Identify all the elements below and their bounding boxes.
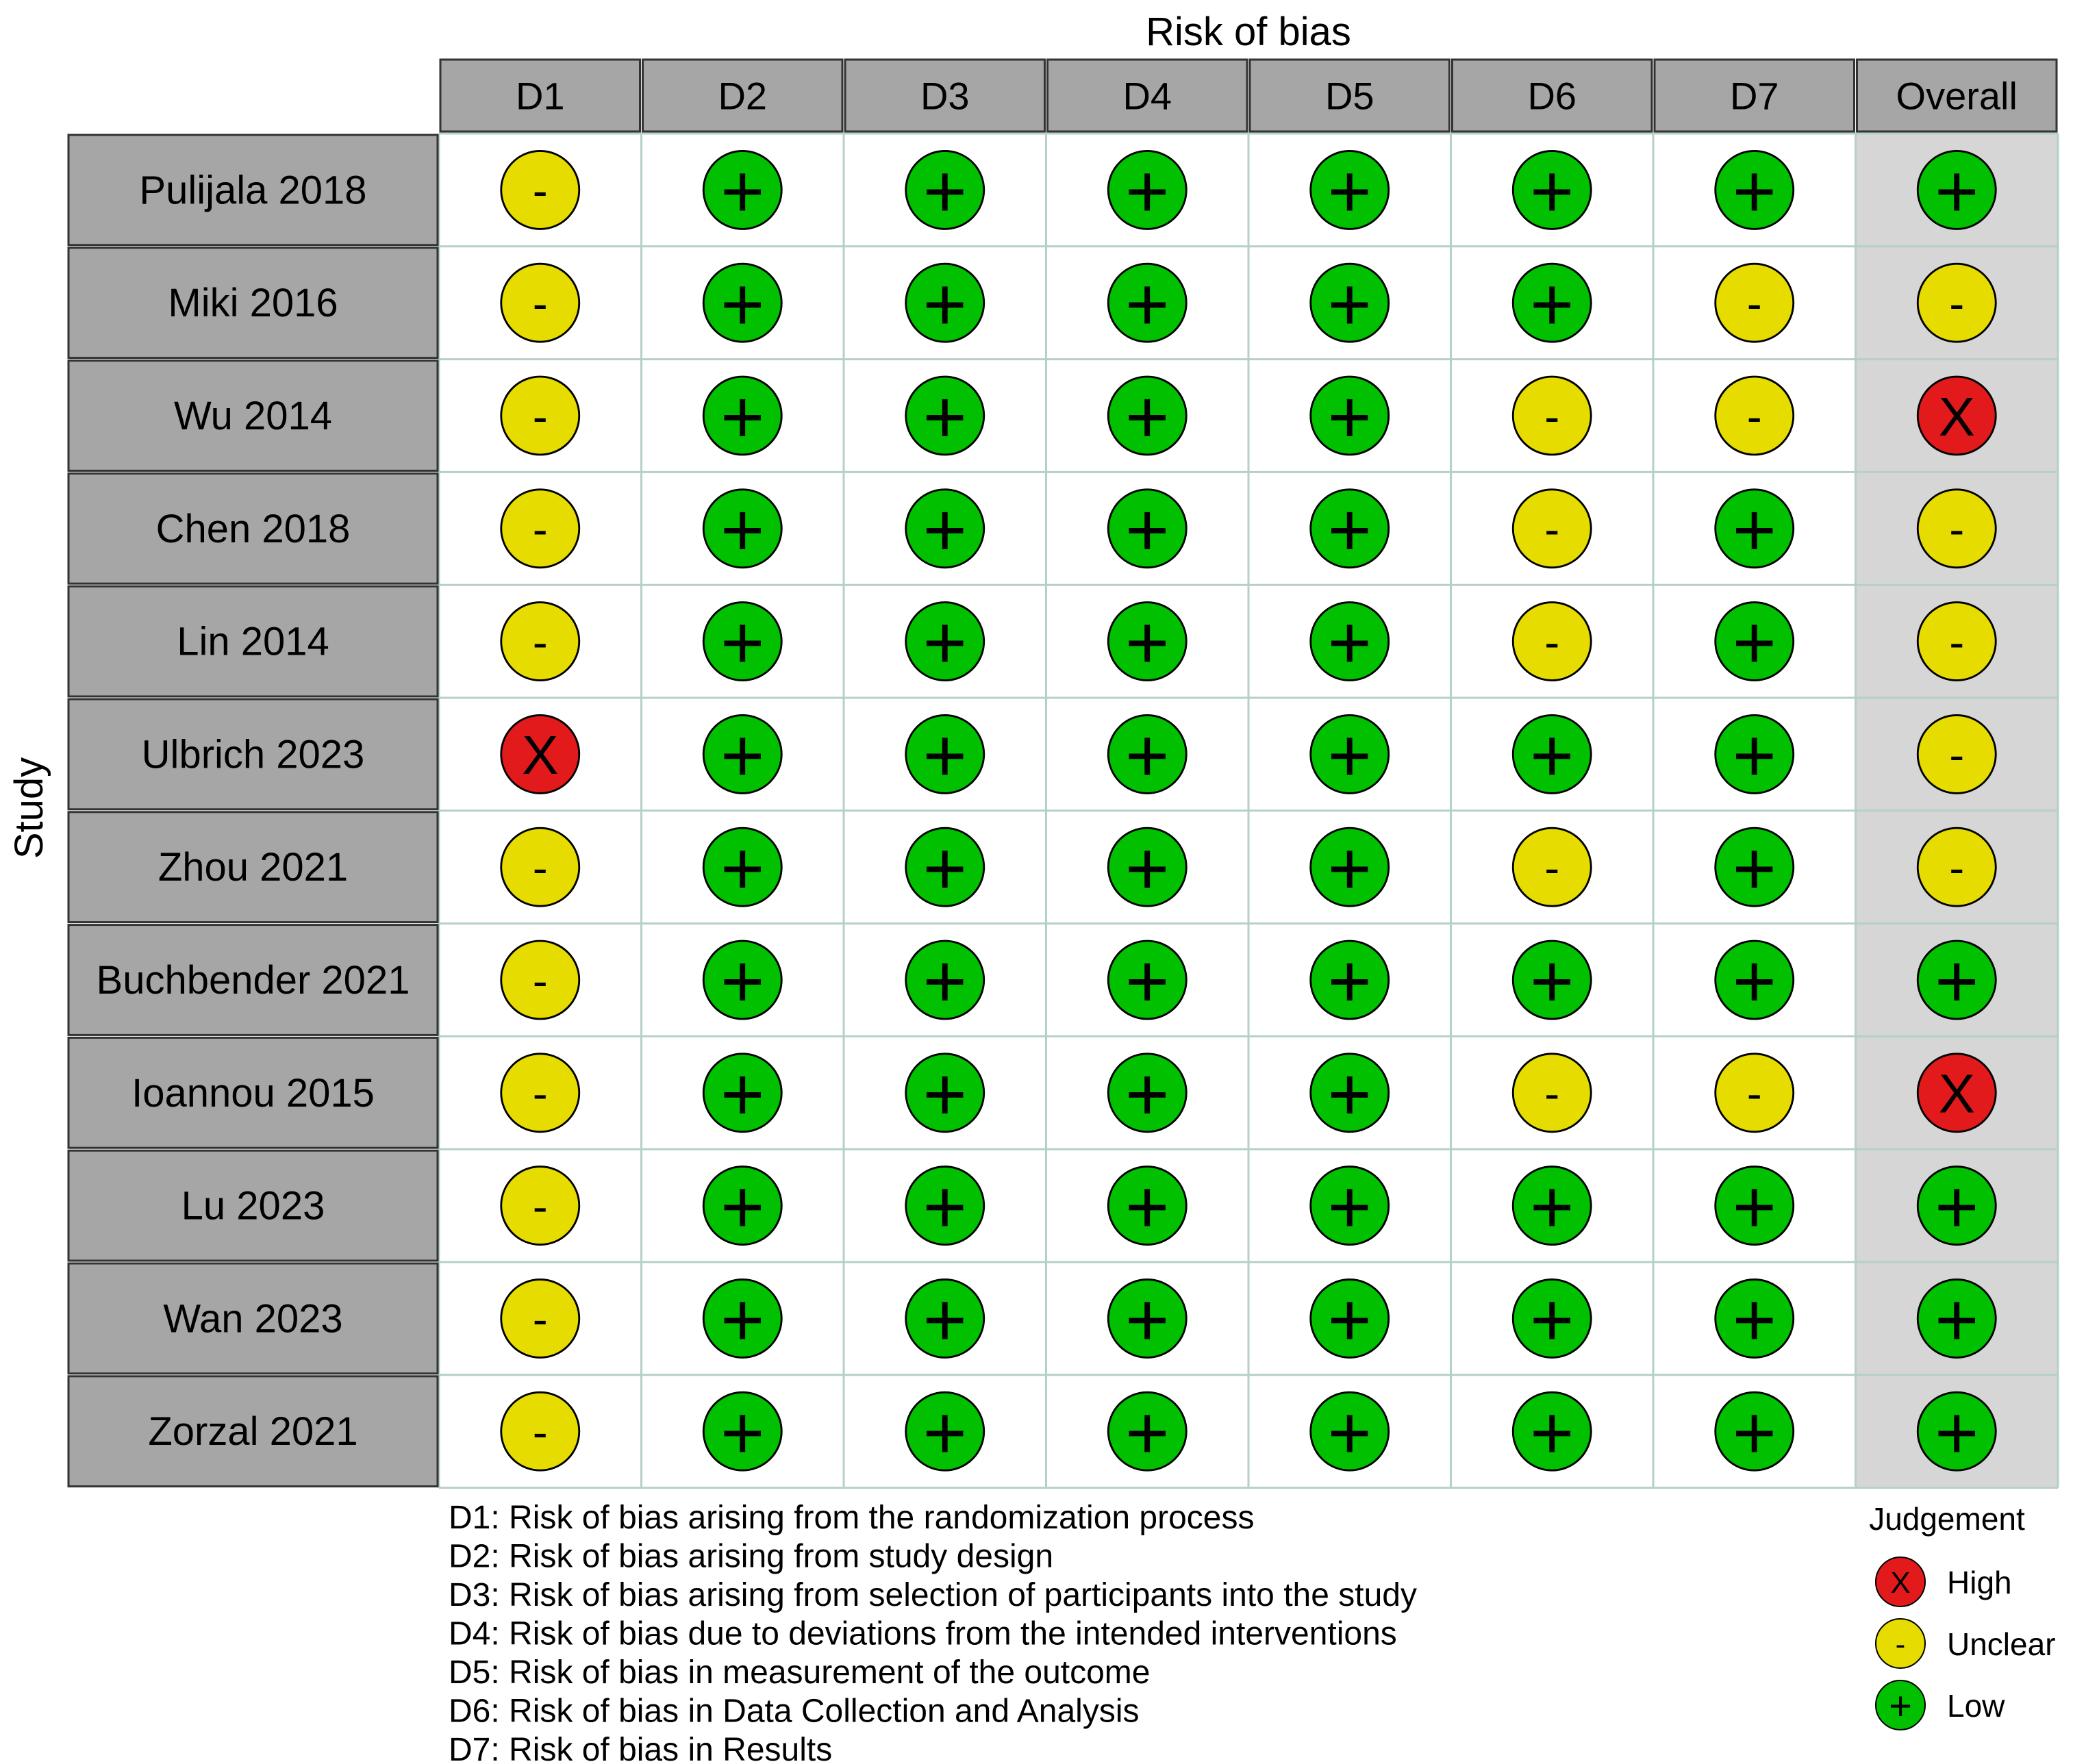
judgement-symbol: + <box>1327 714 1372 798</box>
judgement-symbol: + <box>922 826 967 911</box>
mark-unclear-d7 <box>1716 264 1794 342</box>
judgement-symbol: + <box>1327 149 1372 234</box>
study-label: Zorzal 2021 <box>148 1409 358 1454</box>
judgement-symbol: + <box>1935 1278 1979 1362</box>
judgement-symbol: + <box>720 1278 765 1362</box>
judgement-symbol: + <box>1732 1278 1776 1362</box>
study-label: Lu 2023 <box>181 1183 325 1228</box>
legend-marker-low <box>1876 1680 1925 1730</box>
judgement-symbol: X <box>1938 1063 1975 1124</box>
judgement-symbol: + <box>720 714 765 798</box>
column-header-d3: D3 <box>920 74 970 118</box>
mark-unclear-d1 <box>501 828 579 906</box>
column-header-d6: D6 <box>1527 74 1577 118</box>
judgement-symbol: - <box>532 842 548 893</box>
mark-unclear-d6 <box>1513 603 1591 681</box>
legend-label-high: High <box>1947 1565 2012 1600</box>
judgement-symbol: - <box>532 955 548 1006</box>
judgement-symbol: - <box>1746 277 1762 329</box>
judgement-symbol: - <box>532 1181 548 1232</box>
judgement-symbol: + <box>1327 1390 1372 1475</box>
judgement-symbol: + <box>1327 1278 1372 1362</box>
study-label: Lin 2014 <box>177 619 329 664</box>
judgement-symbol: + <box>922 714 967 798</box>
legend-marker-unclear <box>1876 1619 1925 1668</box>
judgement-symbol: + <box>1530 1390 1574 1475</box>
judgement-symbol: - <box>1895 1627 1906 1661</box>
judgement-symbol: + <box>1889 1683 1912 1728</box>
domain-description: D4: Risk of bias due to deviations from the intended interventions <box>449 1615 1397 1652</box>
judgement-symbol: + <box>922 1165 967 1250</box>
judgement-symbol: + <box>1935 1390 1979 1475</box>
mark-unclear-d1 <box>501 264 579 342</box>
judgement-symbol: + <box>1125 826 1170 911</box>
judgement-symbol: + <box>1732 939 1776 1024</box>
judgement-symbol: + <box>720 1052 765 1137</box>
mark-unclear-d7 <box>1716 377 1794 455</box>
y-axis-label: Study <box>7 757 51 859</box>
column-header-d1: D1 <box>515 74 565 118</box>
judgement-symbol: + <box>1327 1165 1372 1250</box>
judgement-symbol: + <box>720 488 765 572</box>
mark-high-overall <box>1918 1054 1996 1132</box>
judgement-symbol: + <box>1125 262 1170 346</box>
judgement-symbol: + <box>1732 488 1776 572</box>
mark-unclear-d1 <box>501 490 579 568</box>
mark-high-overall <box>1918 377 1996 455</box>
judgement-symbol: + <box>1125 1390 1170 1475</box>
mark-unclear-overall <box>1918 603 1996 681</box>
judgement-symbol: - <box>1949 503 1965 555</box>
study-label: Pulijala 2018 <box>139 168 367 213</box>
judgement-symbol: + <box>1125 1165 1170 1250</box>
judgement-symbol: + <box>1125 375 1170 459</box>
domain-description: D6: Risk of bias in Data Collection and Analysis <box>449 1693 1140 1730</box>
judgement-symbol: + <box>1732 714 1776 798</box>
judgement-symbol: + <box>1530 1165 1574 1250</box>
mark-unclear-d6 <box>1513 490 1591 568</box>
study-label: Zhou 2021 <box>158 845 349 890</box>
judgement-symbol: - <box>1949 842 1965 893</box>
judgement-symbol: + <box>1732 1390 1776 1475</box>
judgement-symbol: + <box>720 375 765 459</box>
judgement-symbol: + <box>1327 601 1372 685</box>
judgement-symbol: + <box>1125 1052 1170 1137</box>
judgement-symbol: - <box>1746 390 1762 442</box>
mark-unclear-d6 <box>1513 377 1591 455</box>
judgement-symbol: + <box>1935 149 1979 234</box>
column-header-d5: D5 <box>1324 74 1374 118</box>
judgement-symbol: X <box>1890 1565 1911 1600</box>
judgement-symbol: + <box>1327 488 1372 572</box>
judgement-symbol: + <box>1125 1278 1170 1362</box>
judgement-symbol: - <box>1746 1068 1762 1119</box>
judgement-symbol: + <box>720 1165 765 1250</box>
study-label: Chen 2018 <box>155 506 351 551</box>
mark-unclear-d1 <box>501 941 579 1019</box>
judgement-symbol: X <box>1938 386 1975 447</box>
legend-marker-high <box>1876 1557 1925 1606</box>
judgement-symbol: + <box>1530 262 1574 346</box>
judgement-symbol: - <box>532 1294 548 1345</box>
mark-unclear-d1 <box>501 603 579 681</box>
mark-unclear-d6 <box>1513 1054 1591 1132</box>
judgement-symbol: + <box>922 375 967 459</box>
judgement-symbol: + <box>1125 601 1170 685</box>
judgement-symbol: + <box>1530 714 1574 798</box>
judgement-symbol: - <box>1949 616 1965 668</box>
column-header-d7: D7 <box>1729 74 1779 118</box>
mark-unclear-d1 <box>501 1167 579 1245</box>
domain-description: D1: Risk of bias arising from the randomization process <box>449 1500 1255 1536</box>
legend-label-unclear: Unclear <box>1947 1626 2056 1662</box>
study-label: Wu 2014 <box>173 394 333 438</box>
judgement-symbol: + <box>922 1052 967 1137</box>
judgement-symbol: + <box>720 262 765 346</box>
mark-unclear-d1 <box>501 1054 579 1132</box>
domain-description: D2: Risk of bias arising from study design <box>449 1538 1054 1575</box>
chart-title: Risk of bias <box>1146 10 1351 54</box>
judgement-symbol: + <box>1732 1165 1776 1250</box>
judgement-symbol: X <box>522 724 559 786</box>
judgement-symbol: + <box>922 1390 967 1475</box>
judgement-symbol: - <box>532 165 548 216</box>
study-label: Miki 2016 <box>168 281 338 326</box>
judgement-symbol: - <box>1544 842 1560 893</box>
column-header-overall: Overall <box>1896 74 2018 118</box>
judgement-symbol: + <box>922 601 967 685</box>
judgement-symbol: + <box>1732 826 1776 911</box>
judgement-symbol: + <box>1125 714 1170 798</box>
judgement-symbol: + <box>1125 488 1170 572</box>
judgement-symbol: - <box>1949 277 1965 329</box>
judgement-symbol: + <box>922 488 967 572</box>
judgement-symbol: - <box>1544 616 1560 668</box>
judgement-symbol: + <box>1125 149 1170 234</box>
study-label: Buchbender 2021 <box>96 958 410 1003</box>
mark-unclear-d1 <box>501 151 579 229</box>
judgement-symbol: + <box>922 149 967 234</box>
mark-unclear-d1 <box>501 1279 579 1357</box>
judgement-symbol: + <box>922 1278 967 1362</box>
mark-unclear-overall <box>1918 490 1996 568</box>
judgement-symbol: + <box>1732 149 1776 234</box>
study-label: Ulbrich 2023 <box>141 732 365 777</box>
judgement-symbol: + <box>1327 939 1372 1024</box>
judgement-symbol: + <box>1935 1165 1979 1250</box>
domain-description: D5: Risk of bias in measurement of the outcome <box>449 1654 1151 1691</box>
judgement-symbol: - <box>1544 390 1560 442</box>
judgement-symbol: - <box>532 1068 548 1119</box>
judgement-symbol: - <box>532 616 548 668</box>
mark-unclear-d1 <box>501 377 579 455</box>
mark-unclear-d7 <box>1716 1054 1794 1132</box>
domain-description: D7: Risk of bias in Results <box>449 1732 833 1764</box>
column-header-d2: D2 <box>718 74 768 118</box>
mark-high-d1 <box>501 715 579 793</box>
judgement-symbol: + <box>720 826 765 911</box>
judgement-symbol: + <box>1327 1052 1372 1137</box>
legend-title: Judgement <box>1869 1501 2025 1537</box>
judgement-symbol: + <box>1530 149 1574 234</box>
judgement-symbol: + <box>922 262 967 346</box>
judgement-symbol: - <box>1949 729 1965 781</box>
judgement-symbol: + <box>1327 262 1372 346</box>
judgement-symbol: - <box>1544 503 1560 555</box>
mark-unclear-d1 <box>501 1392 579 1470</box>
legend-label-low: Low <box>1947 1688 2005 1724</box>
judgement-symbol: + <box>1327 826 1372 911</box>
judgement-symbol: + <box>1732 601 1776 685</box>
judgement-symbol: + <box>1125 939 1170 1024</box>
mark-unclear-overall <box>1918 715 1996 793</box>
mark-unclear-overall <box>1918 264 1996 342</box>
judgement-symbol: + <box>720 1390 765 1475</box>
mark-unclear-overall <box>1918 828 1996 906</box>
judgement-symbol: + <box>1530 939 1574 1024</box>
judgement-symbol: + <box>720 149 765 234</box>
study-label: Ioannou 2015 <box>131 1070 375 1116</box>
judgement-symbol: + <box>720 601 765 685</box>
judgement-symbol: - <box>532 390 548 442</box>
judgement-symbol: + <box>1327 375 1372 459</box>
domain-description: D3: Risk of bias arising from selection of participants into the study <box>449 1577 1417 1613</box>
column-header-d4: D4 <box>1122 74 1172 118</box>
mark-unclear-d6 <box>1513 828 1591 906</box>
judgement-symbol: + <box>720 939 765 1024</box>
study-label: Wan 2023 <box>163 1296 343 1341</box>
judgement-symbol: + <box>922 939 967 1024</box>
judgement-symbol: + <box>1935 939 1979 1024</box>
judgement-symbol: - <box>532 277 548 329</box>
judgement-symbol: - <box>1544 1068 1560 1119</box>
judgement-symbol: - <box>532 503 548 555</box>
judgement-symbol: + <box>1530 1278 1574 1362</box>
judgement-symbol: - <box>532 1406 548 1457</box>
